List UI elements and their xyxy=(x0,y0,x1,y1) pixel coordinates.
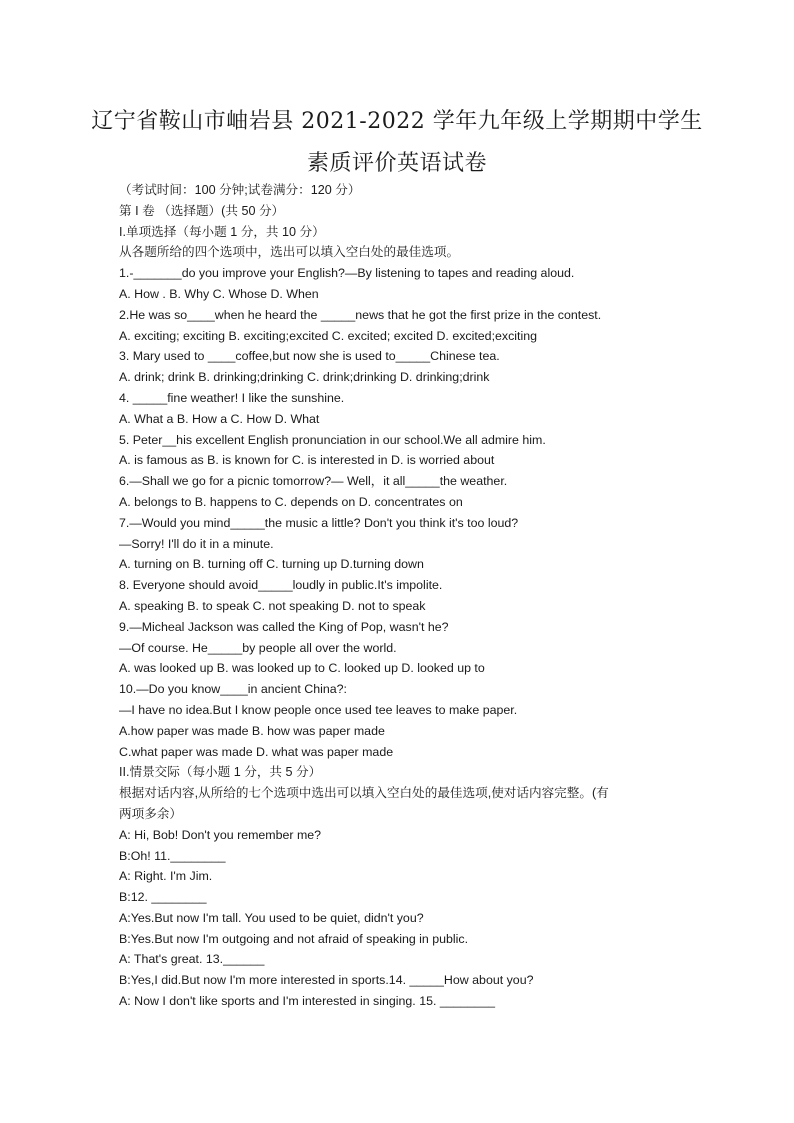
dialogue-line: B:Yes.But now I'm outgoing and not afraid of speaking in public. xyxy=(119,931,469,946)
section-heading: 第 I 卷 （选择题）(共 50 分） xyxy=(119,203,285,218)
dialogue-line: A: That's great. 13.______ xyxy=(119,952,265,967)
options-line: A. exciting; exciting B. exciting;excited C. excited; excited D. excited;exciting xyxy=(119,328,538,343)
options-line: C.what paper was made D. what was paper made xyxy=(119,744,394,759)
options-line: A. is famous as B. is known for C. is interested in D. is worried about xyxy=(119,453,495,468)
options-line: A. How . B. Why C. Whose D. When xyxy=(119,286,319,301)
question-line: —Sorry! I'll do it in a minute. xyxy=(119,536,274,551)
question-line: 6.—Shall we go for a picnic tomorrow?— Well，it all_____the weather. xyxy=(119,474,508,489)
question-line: 10.—Do you know____in ancient China?: xyxy=(119,682,347,697)
question-line: 8. Everyone should avoid_____loudly in public.It's impolite. xyxy=(119,578,443,593)
exam-info: （考试时间：100 分钟;试卷满分：120 分） xyxy=(119,183,361,197)
dialogue-line: A:Yes.But now I'm tall. You used to be quiet, didn't you? xyxy=(119,910,424,925)
instructions: 从各题所给的四个选项中，选出可以填入空白处的最佳选项。 xyxy=(119,245,460,260)
dialogue-line: B:Oh! 11.________ xyxy=(119,848,226,863)
options-line: A. was looked up B. was looked up to C. looked up D. looked up to xyxy=(119,661,485,676)
exam-title-line-1: 辽宁省鞍山市岫岩县 2021-2022 学年九年级上学期期中学生 xyxy=(91,109,703,134)
instructions: 根据对话内容,从所给的七个选项中选出可以填入空白处的最佳选项,使对话内容完整。(有 xyxy=(119,786,609,801)
options-line: A. What a B. How a C. How D. What xyxy=(119,411,320,426)
dialogue-line: B:12. ________ xyxy=(119,890,207,905)
question-line: —Of course. He_____by people all over the world. xyxy=(119,640,397,655)
dialogue-line: A: Right. I'm Jim. xyxy=(119,869,213,884)
question-line: 3. Mary used to ____coffee,but now she is used to_____Chinese tea. xyxy=(119,349,500,364)
options-line: A. speaking B. to speak C. not speaking D. not to speak xyxy=(119,598,426,613)
dialogue-line: A: Hi, Bob! Don't you remember me? xyxy=(119,827,322,842)
options-line: A. turning on B. turning off C. turning up D.turning down xyxy=(119,557,424,572)
options-line: A. belongs to B. happens to C. depends on D. concentrates on xyxy=(119,494,463,509)
exam-body xyxy=(119,180,719,1012)
dialogue-line: B:Yes,I did.But now I'm more interested in sports.14. _____How about you? xyxy=(119,973,534,988)
exam-title-line-2: 素质评价英语试卷 xyxy=(306,151,487,176)
instructions: 两项多余） xyxy=(119,806,182,821)
question-line: —I have no idea.But I know people once used tee leaves to make paper. xyxy=(119,702,518,717)
part-heading: I.单项选择（每小题 1 分，共 10 分） xyxy=(119,224,325,239)
question-line: 5. Peter__his excellent English pronunciation in our school.We all admire him. xyxy=(119,432,546,447)
question-line: 2.He was so____when he heard the _____news that he got the first prize in the contest. xyxy=(119,307,602,322)
question-line: 4. _____fine weather! I like the sunshine. xyxy=(119,390,345,405)
question-line: 9.—Micheal Jackson was called the King of Pop, wasn't he? xyxy=(119,619,449,634)
dialogue-line: A: Now I don't like sports and I'm interested in singing. 15. ________ xyxy=(119,994,495,1009)
part-heading: II.情景交际（每小题 1 分，共 5 分） xyxy=(119,765,322,780)
options-line: A. drink; drink B. drinking;drinking C. drink;drinking D. drinking;drink xyxy=(119,370,490,385)
question-line: 7.—Would you mind_____the music a little? Don't you think it's too loud? xyxy=(119,515,519,530)
options-line: A.how paper was made B. how was paper made xyxy=(119,723,385,738)
question-line: 1.-_______do you improve your English?—By listening to tapes and reading aloud. xyxy=(119,266,575,281)
